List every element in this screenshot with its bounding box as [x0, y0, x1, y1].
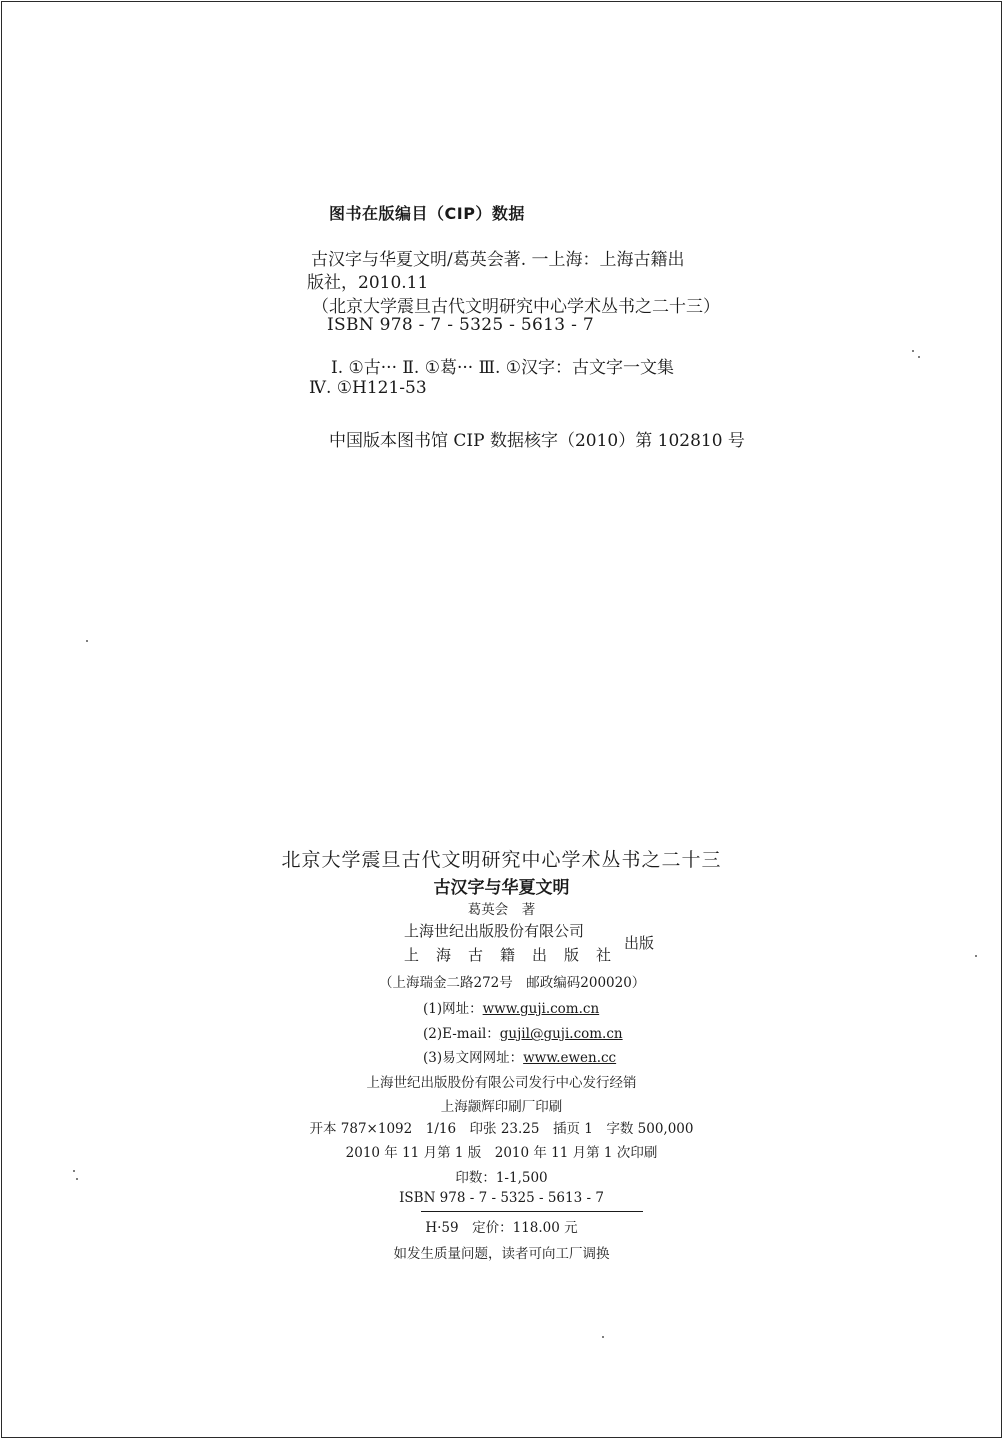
cip-isbn-line: ISBN 978 - 7 - 5325 - 5613 - 7 [327, 315, 594, 335]
cip-record-number: 中国版本图书馆 CIP 数据核字（2010）第 102810 号 [329, 431, 745, 451]
cip-series-line: （北京大学震旦古代文明研究中心学术丛书之二十三） [312, 297, 720, 317]
ewen-label: (3)易文网网址： [423, 1050, 524, 1066]
email-link[interactable]: gujil@guji.com.cn [499, 1026, 623, 1042]
cip-title-line: 古汉字与华夏文明/葛英会著. 一上海：上海古籍出 [311, 250, 685, 270]
publisher-press: 上海古籍出版社 [404, 946, 629, 964]
website-link[interactable]: www.guji.com.cn [482, 1001, 600, 1017]
print-run-line: 印数：1-1,500 [455, 1170, 548, 1186]
cip-classification-line: Ⅳ. ①H121-53 [309, 378, 427, 398]
cip-subject-line: Ⅰ. ①古··· Ⅱ. ①葛··· Ⅲ. ①汉字：古文字一文集 [331, 358, 675, 378]
isbn-rule [421, 1211, 643, 1212]
book-title: 古汉字与华夏文明 [433, 878, 570, 898]
author-line: 葛英会 著 [467, 902, 536, 918]
email-label: (2)E-mail： [423, 1026, 500, 1042]
publish-verb: 出版 [624, 934, 655, 952]
scan-speck [975, 955, 977, 957]
price-line: H·59 定价：118.00 元 [425, 1220, 578, 1236]
quality-notice: 如发生质量问题，读者可向工厂调换 [393, 1246, 610, 1262]
edition-line: 2010 年 11 月第 1 版 2010 年 11 月第 1 次印刷 [345, 1145, 658, 1161]
scan-speck [73, 1170, 75, 1172]
ewen-line [423, 1046, 616, 1066]
scan-speck [912, 350, 914, 352]
cip-publisher-line: 版社，2010.11 [307, 273, 429, 293]
distributor-line: 上海世纪出版股份有限公司发行中心发行经销 [366, 1075, 637, 1091]
imprint-isbn: ISBN 978 - 7 - 5325 - 5613 - 7 [399, 1190, 604, 1206]
website-label: (1)网址： [423, 1001, 483, 1017]
publisher-company: 上海世纪出版股份有限公司 [404, 922, 585, 940]
cip-heading: 图书在版编目（CIP）数据 [329, 204, 525, 223]
format-line: 开本 787×1092 1/16 印张 23.25 插页 1 字数 500,000 [309, 1121, 694, 1137]
ewen-link[interactable]: www.ewen.cc [523, 1050, 617, 1066]
scan-speck [918, 356, 920, 358]
scan-speck [76, 1178, 78, 1180]
printer-line: 上海颛辉印刷厂印刷 [440, 1099, 563, 1115]
scan-speck [86, 640, 88, 642]
scan-speck [602, 1336, 604, 1338]
series-title: 北京大学震旦古代文明研究中心学术丛书之二十三 [281, 849, 722, 871]
email-line [423, 1022, 623, 1042]
publisher-address: （上海瑞金二路272号 邮政编码200020） [379, 975, 646, 991]
website-line [423, 997, 599, 1017]
